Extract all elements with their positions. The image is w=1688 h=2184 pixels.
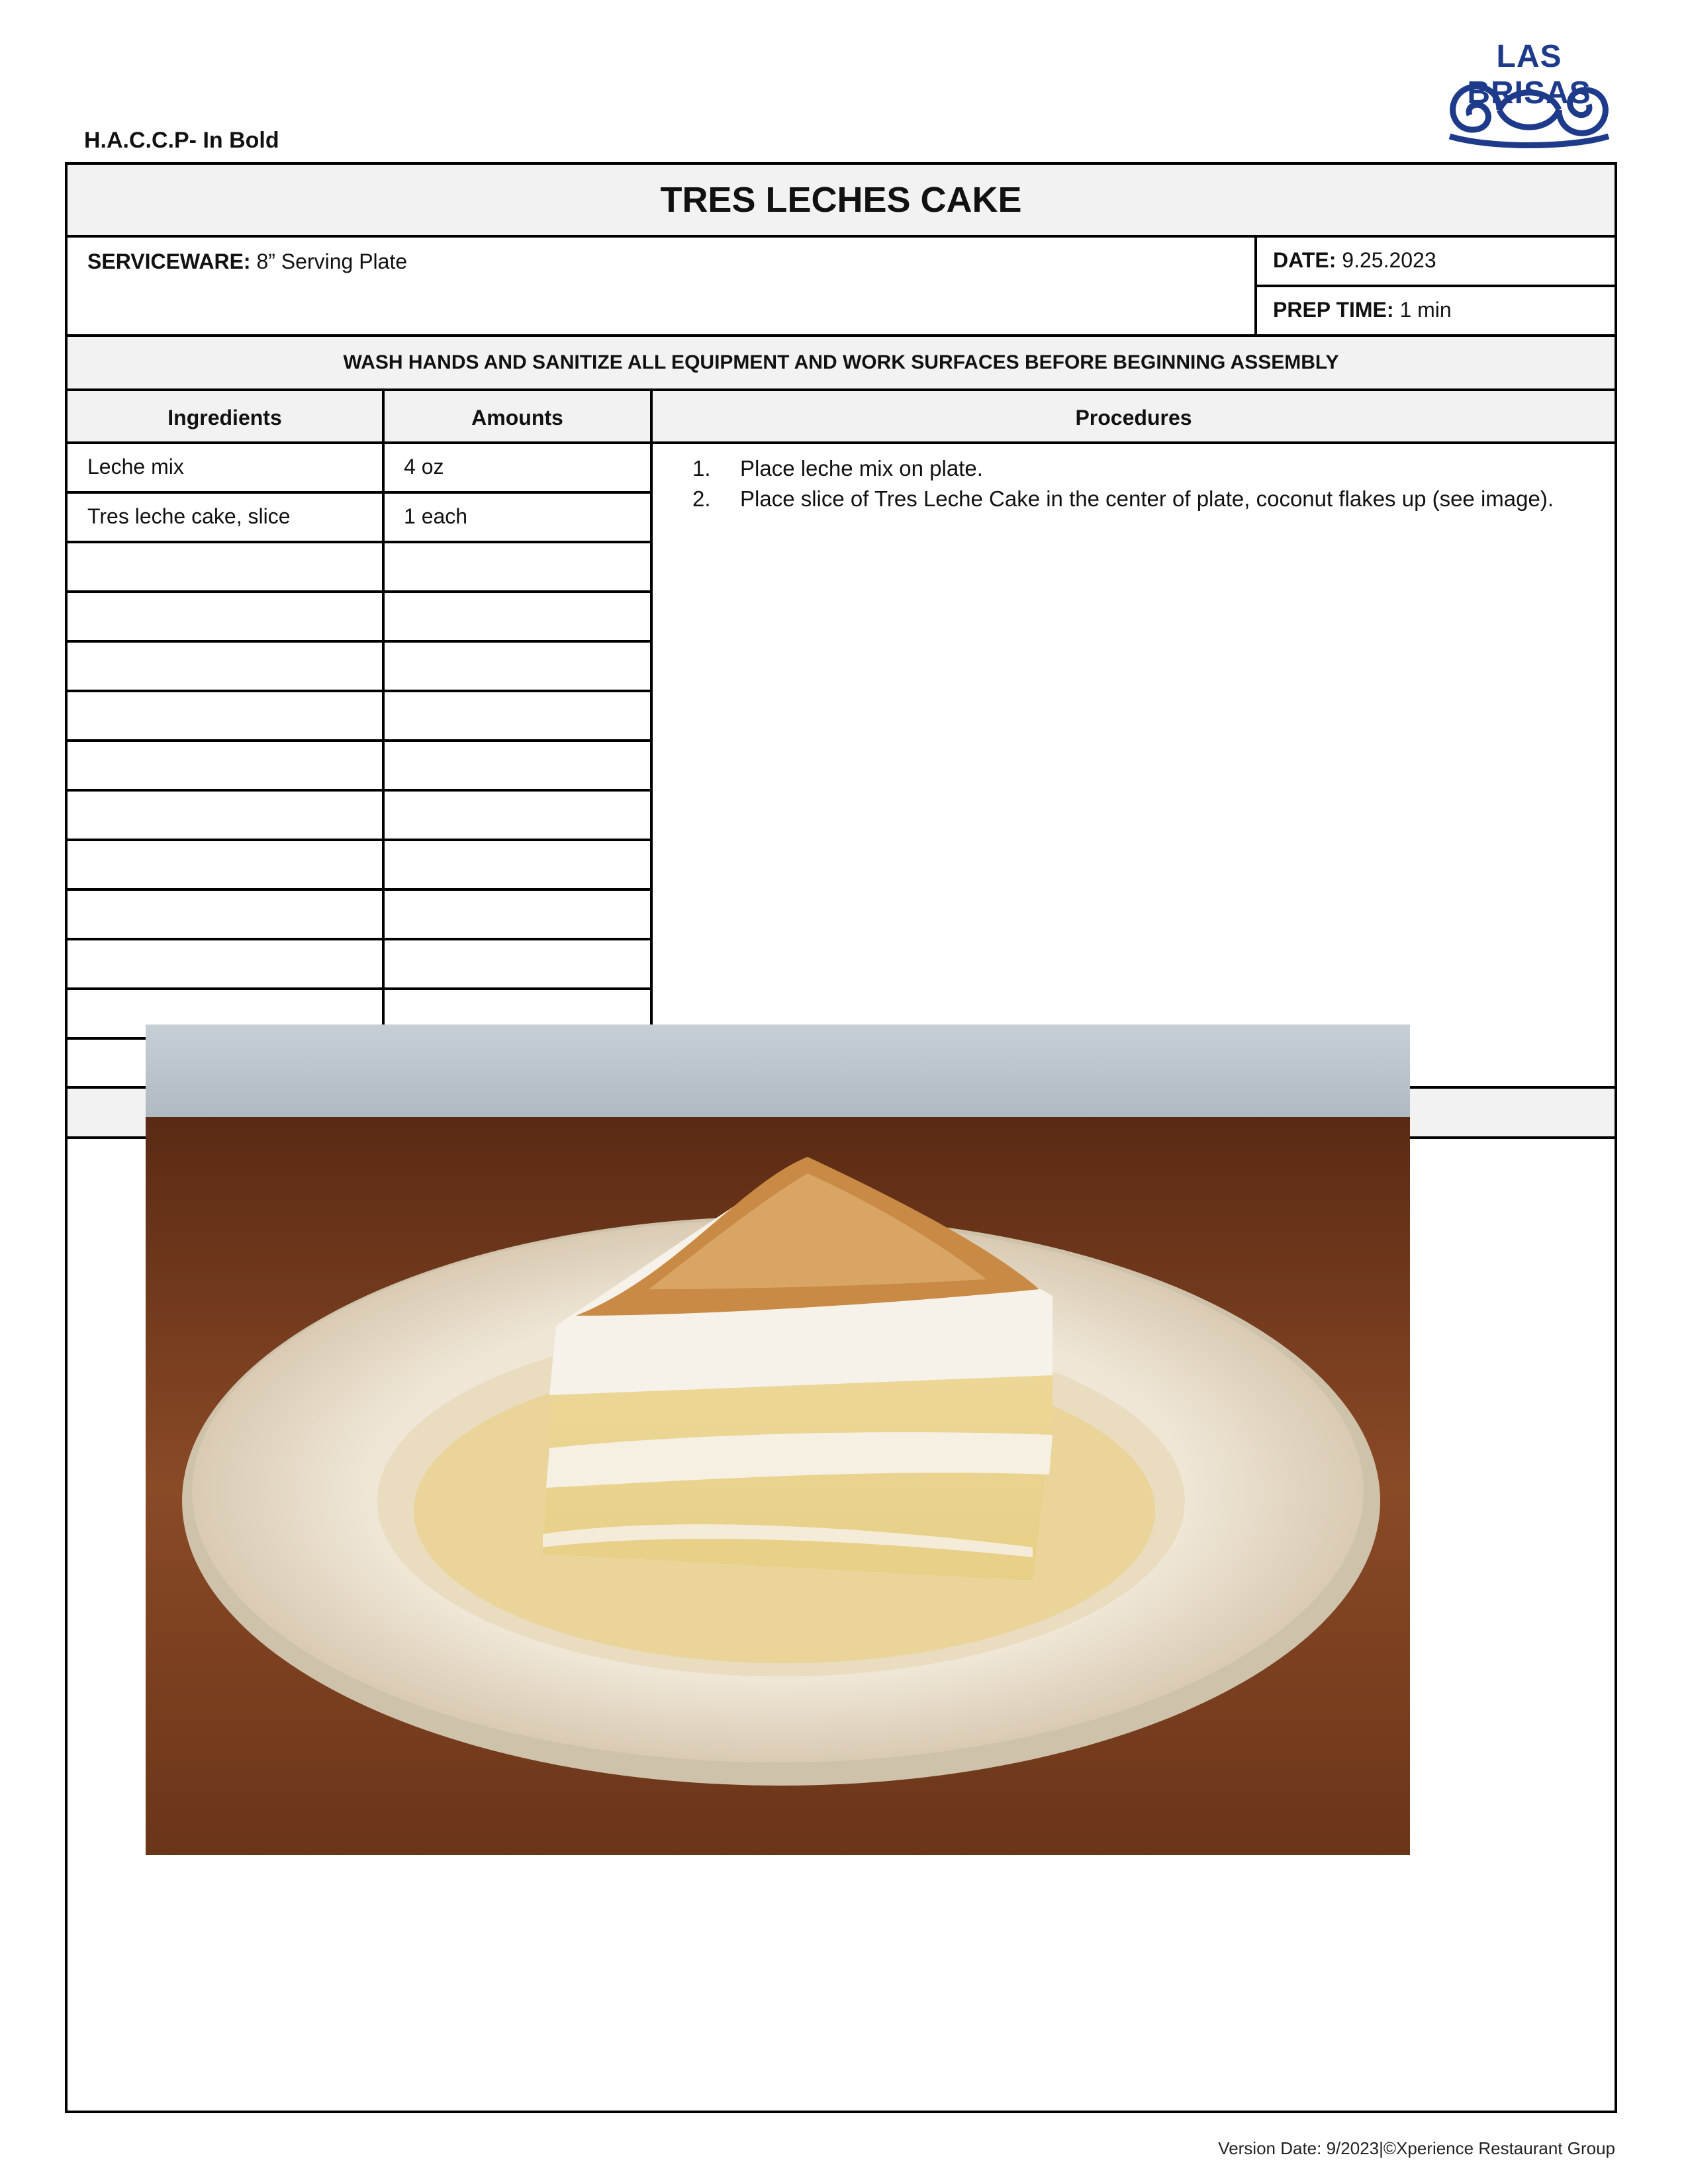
ingredient-name: Leche mix <box>87 455 184 478</box>
procedure-step <box>692 484 1615 514</box>
ingredient-row <box>68 444 650 494</box>
recipe-title: TRES LECHES CAKE <box>68 165 1615 238</box>
version-footer: Version Date: 9/2023|©Xperience Restaurant Group <box>1218 2138 1615 2158</box>
haccp-note: H.A.C.C.P- In Bold <box>84 128 279 153</box>
ingredient-amount: 1 each <box>404 504 468 528</box>
procedures-header: Procedures <box>1075 405 1192 430</box>
ingredient-row <box>68 891 650 940</box>
procedure-step <box>692 453 1615 484</box>
ingredients-header: Ingredients <box>167 405 282 430</box>
info-row <box>68 238 1615 337</box>
procedure-list <box>653 444 1615 1086</box>
las-brisas-logo <box>1436 38 1622 151</box>
column-headers <box>68 391 1615 444</box>
ingredient-row <box>68 692 650 742</box>
ingredient-row <box>68 940 650 990</box>
prep-time-label: PREP TIME: <box>1273 298 1394 322</box>
prep-time-cell <box>1257 287 1615 337</box>
wave-logo-icon <box>1436 70 1622 150</box>
ingredient-row <box>68 494 650 543</box>
ingredient-amount: 4 oz <box>404 455 444 478</box>
step-text: Place leche mix on plate. <box>740 456 983 480</box>
ingredient-row <box>68 841 650 891</box>
step-text: Place slice of Tres Leche Cake in the center of plate, coconut flakes up (see image). <box>740 486 1554 511</box>
date-value: 9.25.2023 <box>1342 248 1436 272</box>
info-right <box>1254 238 1615 334</box>
logo-text: LAS BRISAS <box>1467 39 1591 111</box>
ingredient-row <box>68 543 650 593</box>
prep-time-value: 1 min <box>1399 298 1452 322</box>
serviceware-value: 8” Serving Plate <box>256 250 408 273</box>
ingredient-row <box>68 792 650 841</box>
serviceware <box>87 250 407 274</box>
ingredient-row <box>68 742 650 792</box>
step-number: 2. <box>692 486 711 511</box>
cake-photo <box>146 1024 1410 1855</box>
wash-notice: WASH HANDS AND SANITIZE ALL EQUIPMENT AND WORK SURFACES BEFORE BEGINNING ASSEMBLY <box>68 337 1615 391</box>
ingredients-procedures-table <box>68 444 1615 1089</box>
ingredient-row <box>68 593 650 643</box>
serviceware-label: SERVICEWARE: <box>87 250 251 273</box>
ingredient-row <box>68 643 650 692</box>
amounts-header: Amounts <box>471 405 563 430</box>
ingredient-name: Tres leche cake, slice <box>87 504 291 528</box>
date-label: DATE: <box>1273 248 1336 272</box>
step-number: 1. <box>692 456 711 480</box>
date-cell <box>1257 238 1615 287</box>
